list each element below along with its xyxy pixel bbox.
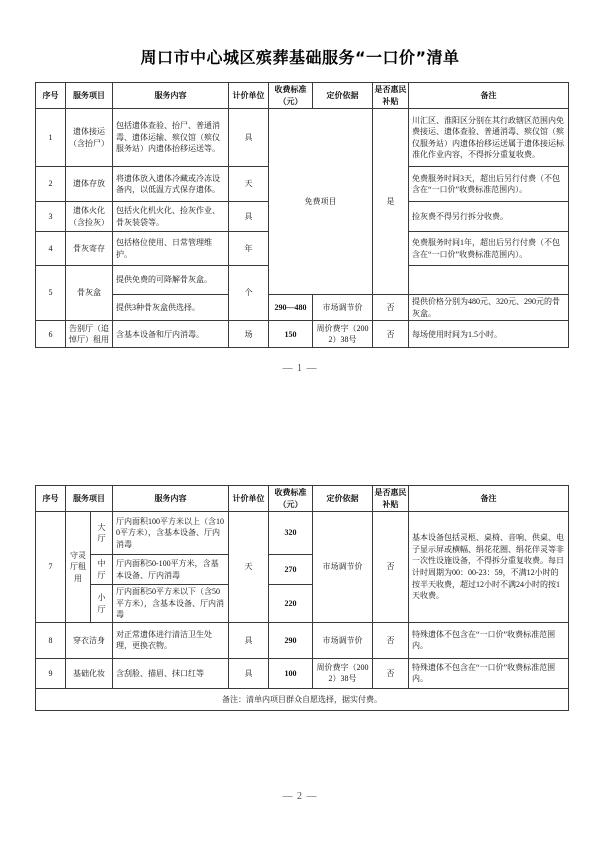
column-header-subsidy: 是否惠民补贴 [373,486,409,512]
cell-unit: 具 [229,622,269,658]
cell-content: 提供3种骨灰盒供选择。 [113,295,229,321]
column-header-no: 序号 [36,83,66,109]
cell-remark: 捡灰费不得另行拆分收费。 [409,202,569,232]
page-number-1: — 1 — [282,363,318,374]
header-row [36,486,569,512]
column-header-fee: 收费标准（元） [269,83,313,109]
cell-remark [409,266,569,295]
cell-no: 8 [36,622,66,658]
cell-item: 告别厅（追悼厅）租用 [66,321,113,348]
table-row [36,512,569,555]
cell-fee: 220 [269,585,313,623]
cell-content: 包括火化机火化、捡灰作业、骨灰装袋等。 [113,202,229,232]
cell-fee: 320 [269,512,313,555]
page-title: 周口市中心城区殡葬基础服务“一口价”清单 [140,48,460,67]
cell-no: 6 [36,321,66,348]
cell-fee: 290 [269,622,313,658]
page-number-2: — 2 — [282,791,318,802]
cell-remark: 提供价格分别为480元、320元、290元的骨灰盒。 [409,295,569,321]
column-header-no: 序号 [36,486,66,512]
cell-no: 2 [36,167,66,202]
cell-subsidy: 否 [373,295,409,321]
column-header-unit: 计价单位 [229,486,269,512]
cell-unit: 天 [229,167,269,202]
cell-unit: 具 [229,658,269,688]
cell-unit: 具 [229,109,269,167]
cell-content: 含刮脸、描眉、抹口红等 [113,658,229,688]
cell-remark: 每场使用时间为1.5小时。 [409,321,569,348]
table-row [36,321,569,348]
column-header-content: 服务内容 [113,83,229,109]
column-header-item: 服务项目 [66,83,113,109]
cell-subitem: 小厅 [91,585,113,623]
cell-remark: 免费服务时间3天，超出后另行付费（不包含在“一口价”收费标准范围内）。 [409,167,569,202]
cell-no: 1 [36,109,66,167]
column-header-remark: 备注 [409,486,569,512]
cell-item: 基础化妆 [66,658,113,688]
table-row [36,295,569,321]
cell-no: 4 [36,232,66,266]
cell-fee: 270 [269,555,313,585]
cell-content: 厅内面积50-100平方米，含基本设备、厅内消毒 [113,555,229,585]
column-header-item: 服务项目 [66,486,113,512]
cell-remark: 基本设备包括灵柩、桌椅、音响、供桌、电子显示屏或横幅、绢花花圈、绢花伴灵等非一次性设施设备，不得拆分重复收费。每日计时周期为00：00-23：59，不满12小时的按半天收费，超过12小时不满24小时的按1天收费。 [409,512,569,623]
cell-fee: 150 [269,321,313,348]
column-header-fee: 收费标准（元） [269,486,313,512]
table-row [36,109,569,167]
table-row [36,658,569,688]
cell-subitem: 中厅 [91,555,113,585]
cell-content: 含基本设备和厅内消毒。 [113,321,229,348]
cell-unit: 年 [229,232,269,266]
column-header-content: 服务内容 [113,486,229,512]
cell-content: 包括格位使用、日常管理维护。 [113,232,229,266]
cell-footnote: 备注：清单内项目群众自愿选择，据实付费。 [36,688,569,710]
cell-content: 对正常遗体进行清洁卫生处理，更换衣物。 [113,622,229,658]
price-table-page2 [35,485,569,711]
cell-item: 遗体存放 [66,167,113,202]
cell-content: 厅内面积100平方米以上（含100平方米），含基本设备、厅内消毒 [113,512,229,555]
cell-item: 遗体接运（含抬尸） [66,109,113,167]
cell-no: 7 [36,512,66,623]
cell-remark: 免费服务时间1年，超出后另行付费（不包含在“一口价”收费标准范围内）。 [409,232,569,266]
price-table-page1 [35,82,569,348]
cell-fee: 290—480 [269,295,313,321]
cell-content: 厅内面积50平方米以下（含50平方米），含基本设备、厅内消毒 [113,585,229,623]
cell-subsidy: 否 [373,658,409,688]
cell-subsidy: 是 [373,109,409,295]
column-header-unit: 计价单位 [229,83,269,109]
cell-remark: 特殊遗体不包含在“一口价”收费标准范围内。 [409,658,569,688]
cell-subsidy: 否 [373,622,409,658]
cell-remark: 川汇区、淮阳区分别在其行政辖区范围内免费接运、遗体查验、普通消毒、殡仪馆（殡仪服务站）内遗体抬移运送属于遗体接运标准化作业内容，不得拆分重复收费。 [409,109,569,167]
cell-basis: 周价费字（2002）38号 [313,658,373,688]
cell-unit: 场 [229,321,269,348]
cell-item: 遗体火化（含捡灰） [66,202,113,232]
cell-basis: 周价费字（2002）38号 [313,321,373,348]
column-header-remark: 备注 [409,83,569,109]
cell-basis: 市场调节价 [313,622,373,658]
column-header-basis: 定价依据 [313,83,373,109]
cell-unit: 个 [229,266,269,321]
cell-content: 提供免费的可降解骨灰盒。 [113,266,229,295]
cell-item: 骨灰寄存 [66,232,113,266]
cell-subitem: 大厅 [91,512,113,555]
cell-remark: 特殊遗体不包含在“一口价”收费标准范围内。 [409,622,569,658]
cell-unit: 具 [229,202,269,232]
cell-item: 骨灰盒 [66,266,113,321]
cell-fee: 100 [269,658,313,688]
cell-content: 包括遗体查验、抬尸、普通消毒、遗体运输、殡仪馆（殡仪服务站）内遗体抬移运送等。 [113,109,229,167]
cell-no: 9 [36,658,66,688]
footnote-row [36,688,569,710]
header-row [36,83,569,109]
cell-basis: 市场调节价 [313,295,373,321]
column-header-subsidy: 是否惠民补贴 [373,83,409,109]
cell-no: 3 [36,202,66,232]
cell-basis: 市场调节价 [313,512,373,623]
cell-item: 穿衣洁身 [66,622,113,658]
cell-subsidy: 否 [373,512,409,623]
cell-subsidy: 否 [373,321,409,348]
cell-free-item: 免费项目 [269,109,373,295]
cell-item: 守灵厅租用 [66,512,91,623]
cell-unit: 天 [229,512,269,623]
cell-no: 5 [36,266,66,321]
column-header-basis: 定价依据 [313,486,373,512]
table-row [36,622,569,658]
cell-content: 将遗体放入遗体冷藏或冷冻设备内，以低温方式保存遗体。 [113,167,229,202]
